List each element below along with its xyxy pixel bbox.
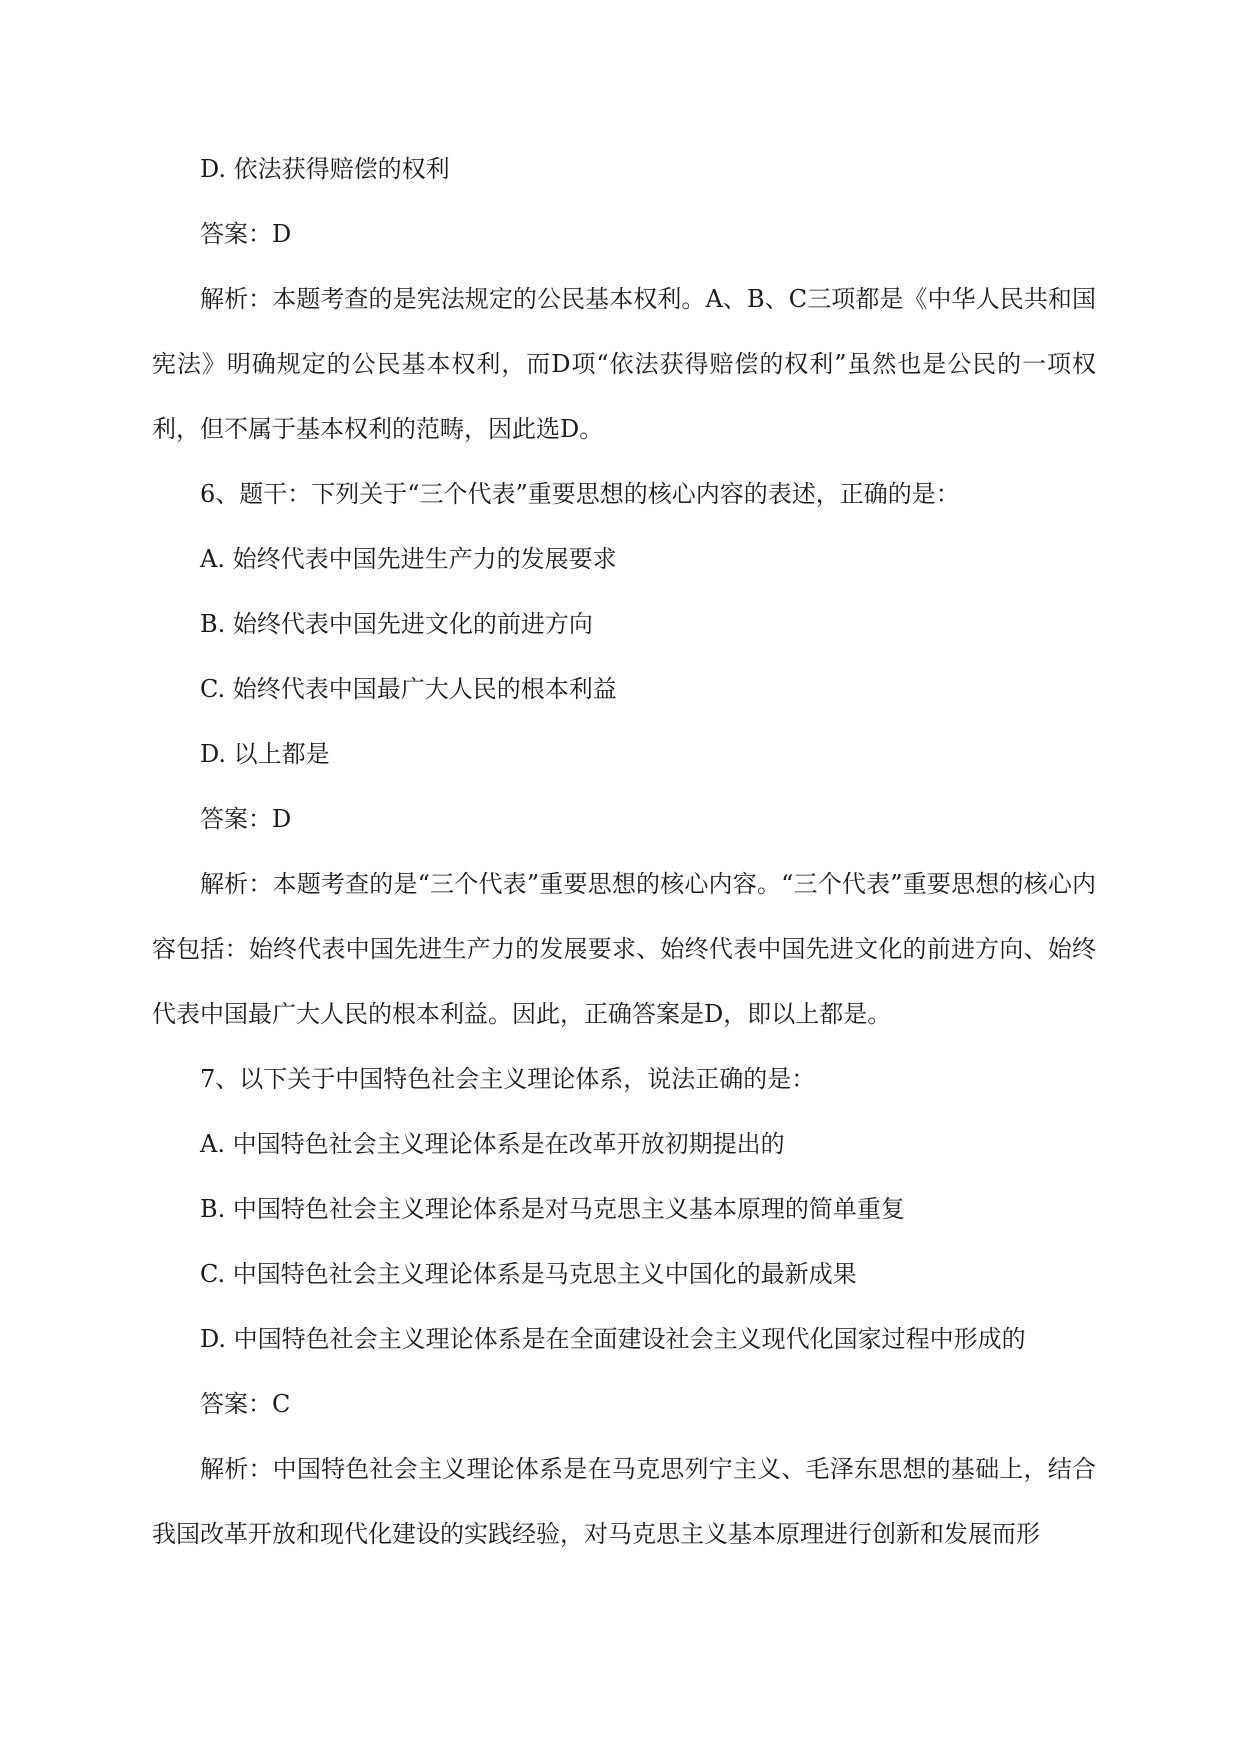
q7-option-d: D. 中国特色社会主义理论体系是在全面建设社会主义现代化国家过程中形成的 (200, 1325, 1026, 1353)
q6-analysis: 解析：本题考查的是“三个代表”重要思想的核心内容。“三个代表”重要思想的核心内容包括：始终代表中国先进生产力的发展要求、始终代表中国先进文化的前进方向、始终代表中国最广大人民的根本利益。因此，正确答案是D，即以上都是。 (152, 870, 1096, 1028)
q6-answer: 答案：D (200, 805, 292, 833)
q6-option-b: B. 始终代表中国先进文化的前进方向 (200, 610, 593, 638)
q7-option-c: C. 中国特色社会主义理论体系是马克思主义中国化的最新成果 (200, 1260, 857, 1288)
q6-stem: 6、题干：下列关于“三个代表”重要思想的核心内容的表述，正确的是： (200, 480, 960, 508)
q7-answer: 答案：C (200, 1390, 291, 1418)
document-body (152, 137, 1096, 1567)
q7-option-a: A. 中国特色社会主义理论体系是在改革开放初期提出的 (200, 1130, 785, 1158)
q5-option-d: D. 依法获得赔偿的权利 (200, 155, 450, 183)
q5-answer: 答案：D (200, 220, 292, 248)
q6-option-c: C. 始终代表中国最广大人民的根本利益 (200, 675, 617, 703)
q7-analysis: 解析：中国特色社会主义理论体系是在马克思列宁主义、毛泽东思想的基础上，结合我国改革开放和现代化建设的实践经验，对马克思主义基本原理进行创新和发展而形 (152, 1455, 1096, 1548)
q7-option-b: B. 中国特色社会主义理论体系是对马克思主义基本原理的简单重复 (200, 1195, 905, 1223)
q6-option-a: A. 始终代表中国先进生产力的发展要求 (200, 545, 617, 573)
q7-stem: 7、以下关于中国特色社会主义理论体系，说法正确的是： (200, 1065, 816, 1093)
q5-analysis: 解析：本题考查的是宪法规定的公民基本权利。A、B、C三项都是《中华人民共和国宪法》明确规定的公民基本权利，而D项“依法获得赔偿的权利”虽然也是公民的一项权利，但不属于基本权利的范畴，因此选D。 (152, 285, 1096, 443)
q6-option-d: D. 以上都是 (200, 740, 330, 768)
